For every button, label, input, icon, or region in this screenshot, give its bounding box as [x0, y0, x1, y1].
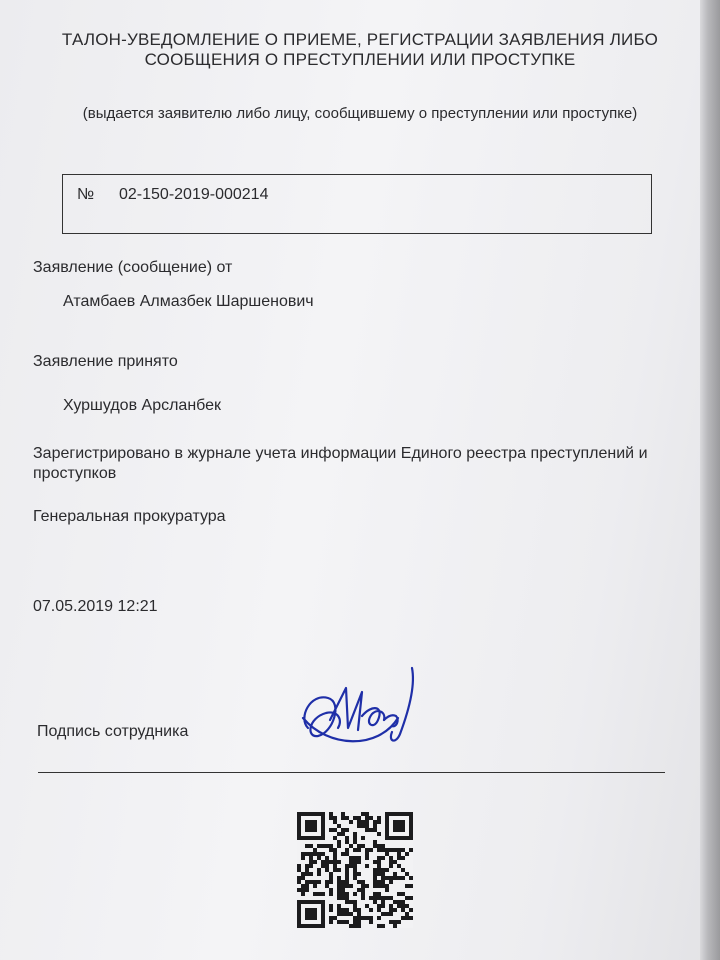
signature-label: Подпись сотрудника	[37, 723, 189, 740]
registered-text: Зарегистрировано в журнале учета информации Единого реестра преступлений и проступков	[33, 445, 648, 482]
number-sign: №	[77, 186, 95, 203]
statement-from-label: Заявление (сообщение) от	[33, 259, 233, 276]
qr-code-icon	[297, 812, 413, 928]
employee-signature	[288, 658, 428, 758]
divider-line	[38, 772, 665, 773]
page-edge-shadow	[700, 0, 720, 960]
accepted-value: Хуршудов Арсланбек	[63, 397, 222, 414]
registration-number-box	[62, 174, 652, 234]
statement-from-value: Атамбаев Алмазбек Шаршенович	[63, 293, 314, 310]
document-subtitle: (выдается заявителю либо лицу, сообщившему о преступлении или проступке)	[82, 105, 638, 122]
registration-datetime: 07.05.2019 12:21	[33, 598, 158, 615]
registration-number: 02-150-2019-000214	[119, 186, 269, 203]
document-title: ТАЛОН-УВЕДОМЛЕНИЕ О ПРИЕМЕ, РЕГИСТРАЦИИ ЗАЯВЛЕНИЯ ЛИБО СООБЩЕНИЯ О ПРЕСТУПЛЕНИИ ИЛИ ПРОСТУПКЕ	[61, 30, 659, 69]
organization: Генеральная прокуратура	[33, 508, 226, 525]
accepted-label: Заявление принято	[33, 353, 178, 370]
